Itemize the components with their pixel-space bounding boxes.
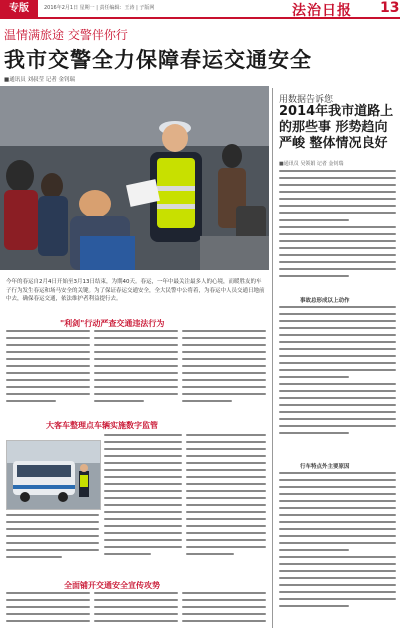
section3-col-3 (182, 592, 266, 632)
page-number: 13 (380, 0, 400, 16)
section1-col-3 (182, 330, 266, 414)
lead-byline: ■通讯员 刘叔莹 记者 金钊瑞 (4, 77, 75, 83)
section1-col-2 (94, 330, 178, 414)
side-title: 2014年我市道路上的那些事 形势趋向严峻 整体情况良好 (279, 104, 394, 151)
section2-col-2 (104, 434, 182, 574)
side-body-3 (279, 472, 396, 630)
section-heading-2: 大客车整理点车辆实施数字监管 (46, 421, 158, 430)
side-subhead-2: 行车特点外主要原因 (300, 464, 350, 470)
section-heading-3: 全面铺开交通安全宣传攻势 (64, 581, 160, 590)
section2-col-3 (186, 434, 266, 574)
section-heading-1: "利剑"行动严查交通违法行为 (60, 319, 165, 328)
side-subhead-1: 事故总形成以上动作 (300, 298, 350, 304)
section-tag: 专版 (0, 0, 38, 17)
side-byline: ■通讯员 吴领娟 记者 金钊瑞 (279, 161, 344, 167)
bus-station-photo (7, 441, 100, 509)
bus-photo (6, 440, 101, 510)
police-officer-photo (0, 86, 269, 270)
lead-photo (0, 86, 269, 270)
section2-col-1b (6, 514, 99, 574)
issue-meta: 2016年2月1日 星期一 | 责任编辑：王涛 | 子版网 (44, 5, 155, 11)
side-body-2 (279, 306, 396, 456)
lead-photo-caption: 今年的春运自2月4日开始至3月13日结束，为期40天。春运，一年中最关注最多人的心境，而暖胜友的车子行为发生春运和场马安全的关键。为了保证春运交通安全，全大民警中公将着，为春运中人员交通日地前中去，确保春运交通，依法维护者利益提行去。 (6, 279, 265, 302)
side-kicker: 用数据告诉您 (279, 95, 334, 105)
column-divider (272, 88, 273, 628)
section3-col-1 (6, 592, 90, 632)
section3-col-2 (94, 592, 178, 632)
paper-name: 法治日报 (292, 3, 352, 19)
lead-kicker: 温情满旅途 交警伴你行 (4, 28, 128, 42)
side-body-1 (279, 170, 396, 290)
lead-headline: 我市交警全力保障春运交通安全 (4, 48, 312, 72)
section1-col-1 (6, 330, 90, 414)
